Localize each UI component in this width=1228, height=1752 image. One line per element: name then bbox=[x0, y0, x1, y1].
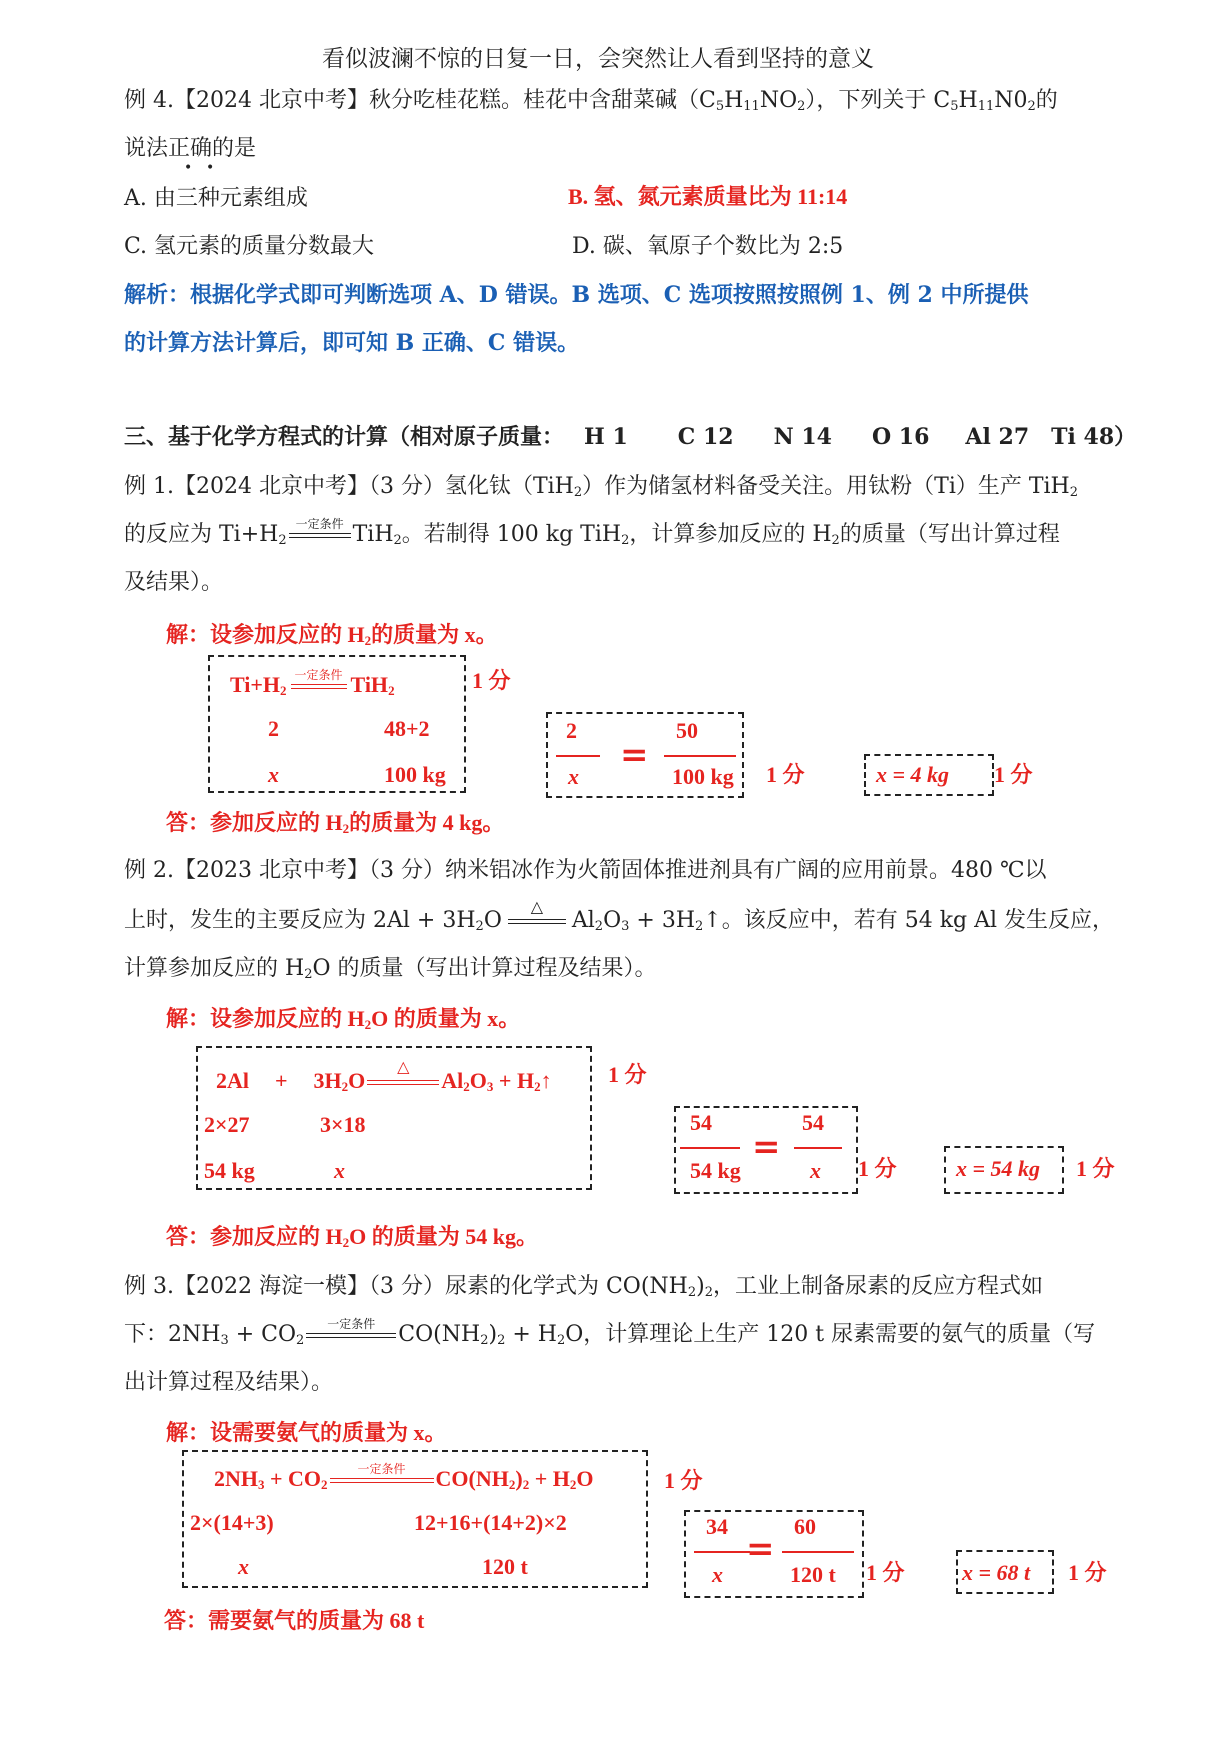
emphasis-dot: • bbox=[184, 160, 193, 176]
e1-mass-b: 48+2 bbox=[384, 716, 430, 741]
fraction-bar bbox=[794, 1147, 842, 1149]
e3-line1: 例 3.【2022 海淀一模】（3 分）尿素的化学式为 $CO(NH_2)_2$，工业上制备尿素的反应方程式如 bbox=[124, 1274, 1044, 1300]
equals-sign: = bbox=[752, 1127, 781, 1167]
fraction-bar bbox=[664, 755, 736, 757]
option-b: B. 氢、氮元素质量比为 11:14 bbox=[568, 184, 848, 209]
e3-unknown: x bbox=[238, 1554, 249, 1579]
frac-num: 50 bbox=[676, 718, 698, 743]
e1-mass-a: 2 bbox=[268, 716, 279, 741]
e1-line3: 及结果）。 bbox=[124, 570, 224, 595]
e2-line1: 例 2.【2023 北京中考】（3 分）纳米铝冰作为火箭固体推进剂具有广阔的应用前景。480 ℃以 bbox=[124, 858, 1047, 883]
frac-num: 54 bbox=[690, 1110, 712, 1135]
frac-num: 2 bbox=[566, 718, 577, 743]
e3-line3: 出计算过程及结果）。 bbox=[124, 1370, 334, 1395]
frac-den: x bbox=[712, 1562, 723, 1587]
e2-mass-b: 3×18 bbox=[320, 1112, 366, 1137]
header-quote: 看似波澜不惊的日复一日，会突然让人看到坚持的意义 bbox=[322, 46, 874, 72]
e3-equation: $2NH_3 + CO_2$ 一定条件 $CO(NH_2)_2 + H_2O$ bbox=[214, 1462, 594, 1492]
e2-result: x = 54 kg bbox=[956, 1156, 1041, 1181]
ex4-line2: 说法正确的是 bbox=[124, 136, 257, 161]
e2-unknown: x bbox=[334, 1158, 345, 1183]
fraction-bar bbox=[782, 1551, 854, 1553]
fraction-bar bbox=[556, 755, 600, 757]
score: 1 分 bbox=[664, 1468, 703, 1493]
e1-result: x = 4 kg bbox=[876, 762, 950, 787]
frac-num: 34 bbox=[706, 1514, 728, 1539]
frac-den: 100 kg bbox=[672, 764, 734, 789]
e1-given: 100 kg bbox=[384, 762, 446, 787]
e2-given: 54 kg bbox=[204, 1158, 255, 1183]
e2-answer: 答：参加反应的 $H_2O$ 的质量为 54 kg。 bbox=[166, 1224, 538, 1250]
e2-line2: 上时，发生的主要反应为 $2Al + 3H_2O$ △ $Al_2O_3$ + $3H_2↑$。该反应中，若有 54 kg Al 发生反应， bbox=[124, 896, 1115, 934]
fraction-bar bbox=[694, 1551, 750, 1553]
score: 1 分 bbox=[608, 1062, 647, 1087]
frac-num: 60 bbox=[794, 1514, 816, 1539]
frac-den: x bbox=[810, 1158, 821, 1183]
e1-line2: 的反应为 $Ti+H_2$ 一定条件 TiH$_2$。若制得 100 kg TiH$_2$，计算参加反应的 $H_2$的质量（写出计算过程 bbox=[124, 516, 1060, 548]
e3-line2: 下：$2NH_3 + CO_2$ 一定条件 $CO(NH_2)_2 + H_2O$，计算理论上生产 120 t 尿素需要的氨气的质量（写 bbox=[124, 1316, 1096, 1348]
score: 1 分 bbox=[858, 1156, 897, 1181]
e1-equation: $Ti+H_2$ 一定条件 TiH$_2$ bbox=[230, 668, 395, 698]
e3-mass-a: 2×(14+3) bbox=[190, 1510, 274, 1535]
option-d: D. 碳、氧原子个数比为 2:5 bbox=[572, 234, 844, 259]
frac-den: 120 t bbox=[790, 1562, 836, 1587]
frac-num: 54 bbox=[802, 1110, 824, 1135]
score: 1 分 bbox=[1076, 1156, 1115, 1181]
e2-line3: 计算参加反应的 $H_2O$ 的质量（写出计算过程及结果）。 bbox=[124, 956, 657, 982]
equals-sign: = bbox=[746, 1529, 775, 1569]
e2-equation: $2Al + 3H_2O$ △ $Al_2O_3$ + $H_2↑$ bbox=[216, 1059, 552, 1094]
score: 1 分 bbox=[472, 668, 511, 693]
equals-sign: = bbox=[620, 735, 649, 775]
e3-given: 120 t bbox=[482, 1554, 528, 1579]
e2-mass-a: 2×27 bbox=[204, 1112, 250, 1137]
ex4-line1: 例 4.【2024 北京中考】秋分吃桂花糕。桂花中含甜菜碱$(C_5H_{11}NO_2)$，下列关于 $C_5H_{11}N0_2$的 bbox=[124, 88, 1058, 114]
e3-solution-intro: 解：设需要氨气的质量为 x。 bbox=[166, 1420, 447, 1445]
e1-solution-intro: 解：设参加反应的 $H_2$的质量为 x。 bbox=[166, 622, 498, 648]
frac-den: x bbox=[568, 764, 579, 789]
e3-answer: 答：需要氨气的质量为 68 t bbox=[164, 1608, 425, 1633]
analysis-line1: 解析：根据化学式即可判断选项 A、D 错误。B 选项、C 选项按照按照例 1、例 2 中所提供 bbox=[124, 282, 1029, 308]
e2-solution-intro: 解：设参加反应的 $H_2O$ 的质量为 x。 bbox=[166, 1006, 521, 1032]
e3-result: x = 68 t bbox=[962, 1560, 1031, 1585]
fraction-bar bbox=[680, 1147, 740, 1149]
score: 1 分 bbox=[994, 762, 1033, 787]
score: 1 分 bbox=[1068, 1560, 1107, 1585]
frac-den: 54 kg bbox=[690, 1158, 741, 1183]
analysis-line2: 的计算方法计算后，即可知 B 正确、C 错误。 bbox=[124, 330, 580, 356]
score: 1 分 bbox=[766, 762, 805, 787]
e1-line1: 例 1.【2024 北京中考】（3 分）氢化钛（TiH$_2$）作为储氢材料备受关注。用钛粉（Ti）生产 TiH$_2$ bbox=[124, 474, 1079, 500]
emphasis-dot: • bbox=[206, 160, 215, 176]
e3-mass-b: 12+16+(14+2)×2 bbox=[414, 1510, 567, 1535]
e1-unknown: x bbox=[268, 762, 279, 787]
e1-answer: 答：参加反应的 $H_2$的质量为 4 kg。 bbox=[166, 810, 505, 836]
score: 1 分 bbox=[866, 1560, 905, 1585]
option-c: C. 氢元素的质量分数最大 bbox=[124, 234, 375, 259]
section-title: 三、基于化学方程式的计算（相对原子质量： H 1 C 12 N 14 O 16 Al 27 Ti 48） bbox=[124, 424, 1137, 450]
option-a: A. 由三种元素组成 bbox=[124, 186, 308, 211]
